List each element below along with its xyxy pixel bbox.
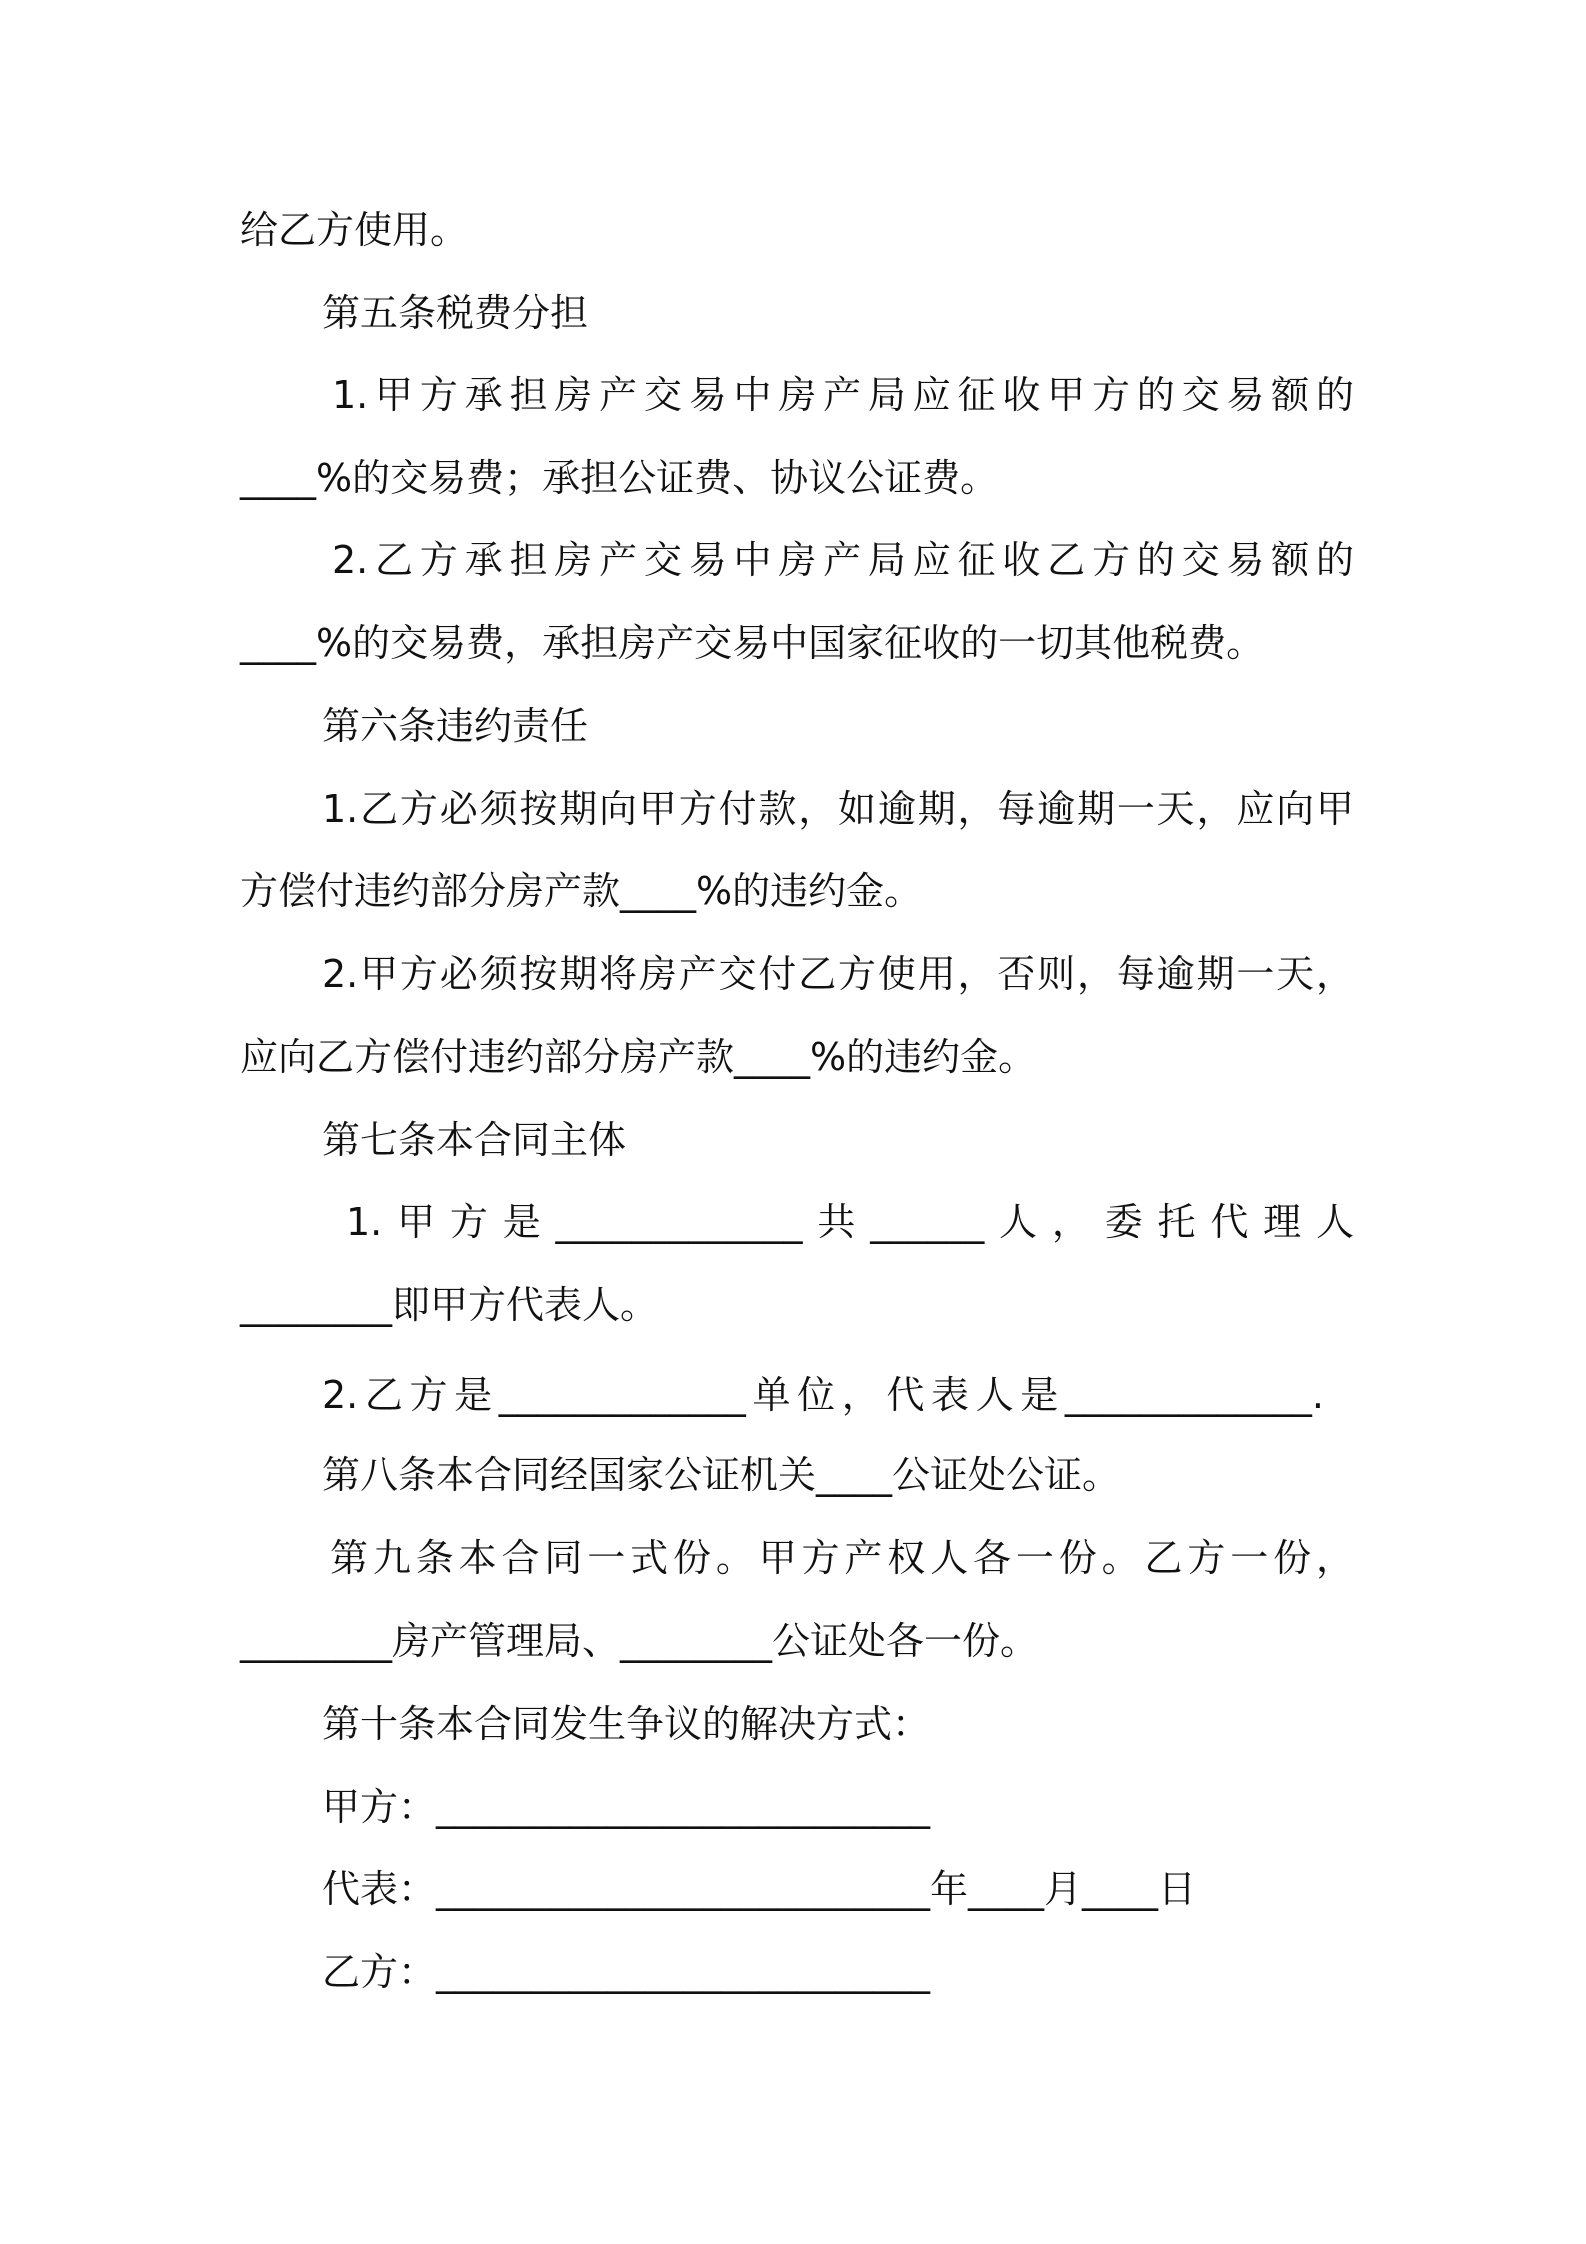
article-8: 第八条本合同经国家公证机关____公证处公证。: [322, 1453, 1121, 1497]
article-9-line-1: 第九条本合同一式份。甲方产权人各一份。乙方一份，: [330, 1536, 1354, 1580]
article-6-clause-1-line-2: 方偿付违约部分房产款____%的违约金。: [240, 869, 923, 913]
article-10-heading: 第十条本合同发生争议的解决方式：: [322, 1702, 931, 1746]
article-5-clause-1-line-2: ____%的交易费；承担公证费、协议公证费。: [240, 456, 999, 500]
article-5-clause-2-line-2: ____%的交易费，承担房产交易中国家征收的一切其他税费。: [240, 621, 1265, 665]
article-6-heading: 第六条违约责任: [322, 704, 589, 748]
paragraph-continuation: 给乙方使用。: [240, 208, 469, 252]
article-6-clause-2-line-2: 应向乙方偿付违约部分房产款____%的违约金。: [240, 1035, 1037, 1079]
article-5-heading: 第五条税费分担: [322, 291, 589, 335]
party-b-signature-line: 乙方：__________________________: [322, 1950, 931, 1994]
article-5-clause-1-line-1: 1.甲方承担房产交易中房产局应征收甲方的交易额的: [332, 373, 1354, 417]
article-6-clause-1-line-1: 1.乙方必须按期向甲方付款，如逾期，每逾期一天，应向甲: [322, 787, 1354, 831]
representative-date-line: 代表：__________________________年____月____日: [322, 1867, 1197, 1911]
article-7-clause-2: 2.乙方是_____________单位，代表人是_____________.: [322, 1373, 1324, 1417]
article-7-clause-1-line-1: 1.甲方是_____________共______人，委托代理人: [346, 1200, 1354, 1244]
article-5-clause-2-line-1: 2.乙方承担房产交易中房产局应征收乙方的交易额的: [332, 538, 1354, 582]
article-7-clause-1-line-2: ________即甲方代表人。: [240, 1283, 659, 1327]
article-6-clause-2-line-1: 2.甲方必须按期将房产交付乙方使用，否则，每逾期一天，: [322, 952, 1354, 996]
article-9-line-2: ________房产管理局、________公证处各一份。: [240, 1619, 1039, 1663]
article-7-heading: 第七条本合同主体: [322, 1118, 627, 1162]
party-a-signature-line: 甲方：__________________________: [322, 1785, 931, 1829]
